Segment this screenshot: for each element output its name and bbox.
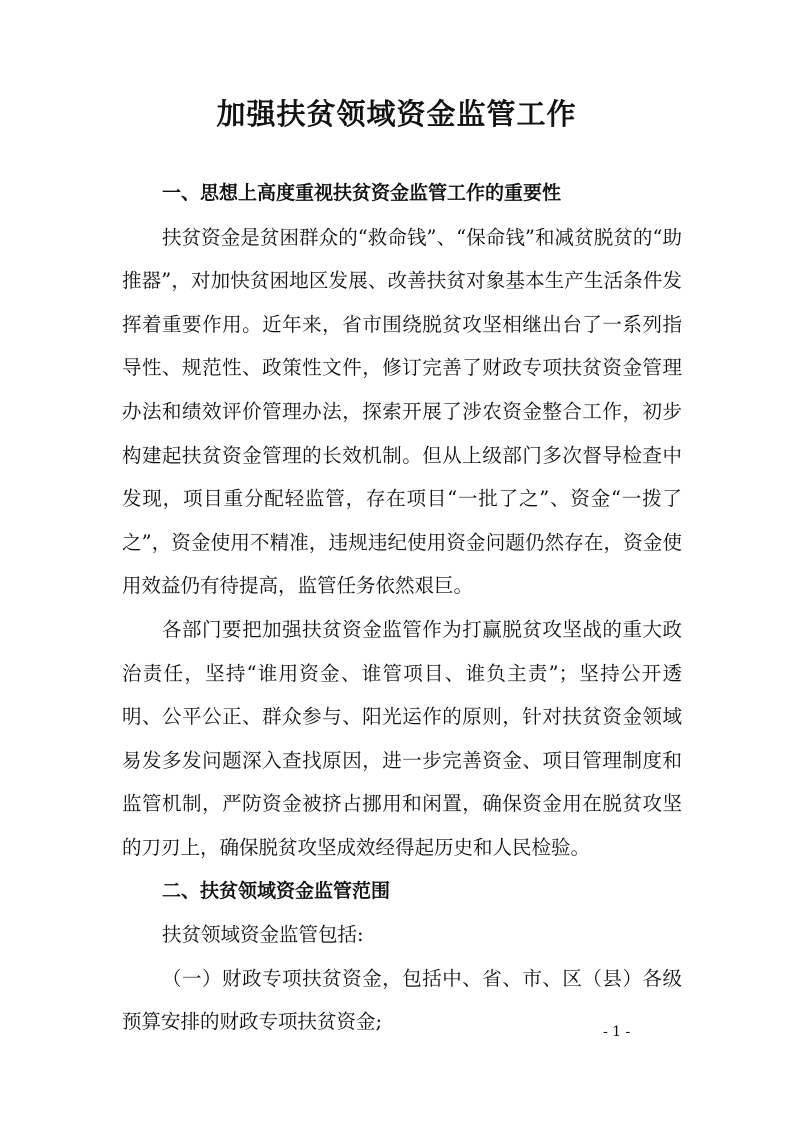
- page-number: - 1 -: [603, 1024, 631, 1040]
- section-heading-1: 一、思想上高度重视扶贫资金监管工作的重要性: [162, 182, 562, 204]
- paragraph-2: 各部门要把加强扶贫资金监管作为打赢脱贫攻坚战的重大政治责任，坚持“谁用资金、谁管项目、谁负主责”；坚持公开透明、公平公正、群众参与、阳光运作的原则，针对扶贫资金领域易发多发问题深入查找原因，进一步完善资金、项目管理制度和监管机制，严防资金被挤占挪用和闲置，确保资金用在脱贫攻坚的刀刃上，确保脱贫攻坚成效经得起历史和人民检验。: [122, 617, 682, 859]
- section-heading-2: 二、扶贫领域资金监管范围: [162, 879, 391, 902]
- paragraph-1: 扶贫资金是贫困群众的“救命钱”、“保命钱”和减贫脱贫的“助推器”，对加快贫困地区发展、改善扶贫对象基本生产生活条件发挥着重要作用。近年来，省市围绕脱贫攻坚相继出台了一系列指导性、规范性、政策性文件，修订完善了财政专项扶贫资金管理办法和绩效评价管理办法，探索开展了涉农资金整合工作，初步构建起扶贫资金管理的长效机制。但从上级部门多次督导检查中发现，项目重分配轻监管，存在项目“一批了之”、资金“一拨了之”，资金使用不精准，违规违纪使用资金问题仍然存在，资金使用效益仍有待提高，监管任务依然艰巨。: [122, 225, 682, 598]
- document-title: 加强扶贫领域资金监管工作: [216, 97, 577, 131]
- document-body: [122, 172, 682, 1044]
- paragraph-3: 扶贫领域资金监管包括:: [162, 923, 364, 947]
- paragraph-4: （一）财政专项扶贫资金，包括中、省、市、区（县）各级预算安排的财政专项扶贫资金;: [122, 966, 682, 1034]
